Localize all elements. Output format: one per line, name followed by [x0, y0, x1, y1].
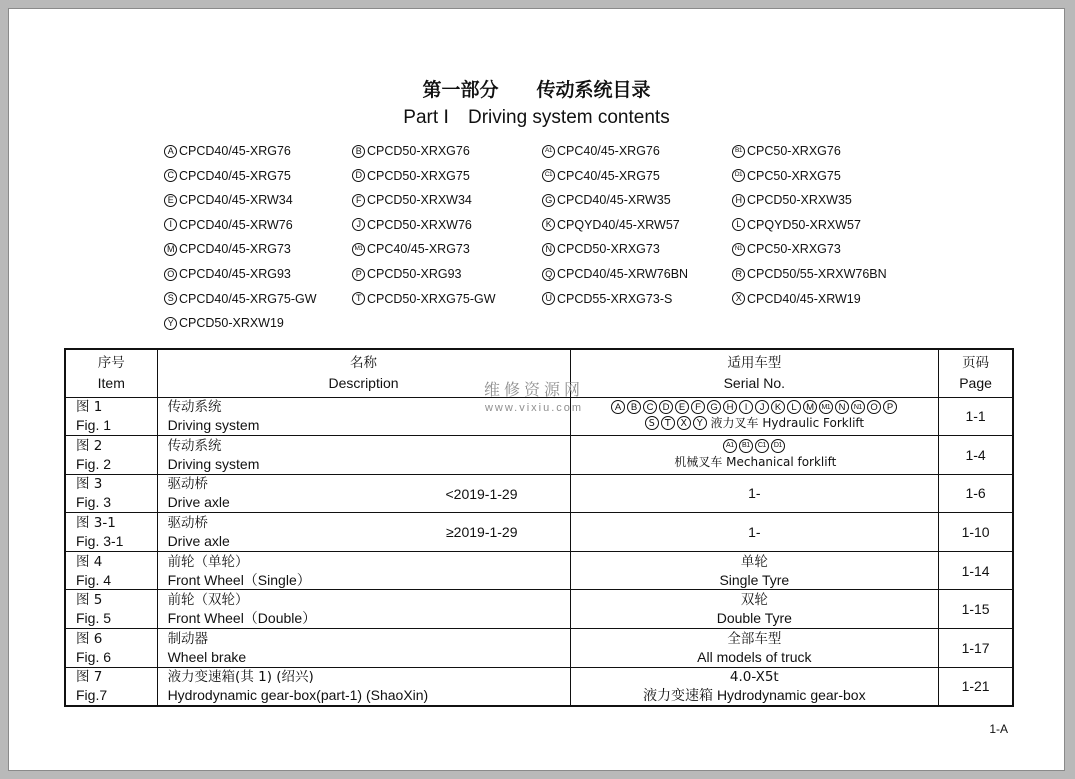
model-code [164, 316, 284, 330]
item-cell [65, 436, 157, 475]
model-code [542, 218, 680, 232]
model-code [732, 218, 861, 232]
circled-letter-badge: R [732, 268, 745, 281]
model-code [352, 292, 496, 306]
description-cell [157, 513, 570, 552]
table-row [65, 667, 1013, 706]
item-cell [65, 590, 157, 629]
page-cell: 1-14 [939, 551, 1013, 590]
serial-badges [571, 400, 939, 414]
model-code-text: CPCD50-XRXW34 [367, 193, 472, 208]
model-code-text: CPCD50-XRXW76 [367, 217, 472, 232]
item-cn: 图 6 [76, 630, 103, 647]
circled-letter-badge: A1 [542, 145, 555, 158]
circled-letter-badge: Y [164, 317, 177, 330]
circled-letter-badge: M1 [819, 400, 833, 414]
circled-letter-badge: U [542, 292, 555, 305]
item-en: Fig. 5 [76, 610, 112, 627]
model-code-text: CPQYD50-XRXW57 [747, 217, 861, 232]
item-cn: 图 3-1 [76, 515, 116, 532]
circled-letter-badge: P [883, 400, 897, 414]
serial-en: 液力变速箱 Hydrodynamic gear-box [643, 687, 866, 704]
description-cn: 前轮（单轮） [167, 553, 249, 570]
circled-letter-badge: M [164, 243, 177, 256]
page-cell: 1-10 [939, 513, 1013, 552]
item-cn: 图 5 [76, 592, 103, 609]
circled-letter-badge: B1 [732, 145, 745, 158]
circled-letter-badge: N [835, 400, 849, 414]
circled-letter-badge: S [645, 416, 659, 430]
description-cn: 驱动桥 [167, 476, 209, 493]
model-code [164, 242, 291, 256]
circled-letter-badge: B [352, 145, 365, 158]
item-cn: 图 7 [76, 669, 103, 686]
circled-letter-badge: M1 [352, 243, 365, 256]
item-en: Fig.7 [76, 687, 108, 704]
description-cell [157, 629, 570, 668]
item-cn: 图 1 [76, 399, 103, 416]
page-cell: 1-17 [939, 629, 1013, 668]
model-code-text: CPCD40/45-XRW35 [557, 193, 671, 208]
circled-letter-badge: D [659, 400, 673, 414]
circled-letter-badge: A1 [723, 439, 737, 453]
model-code-text: CPCD40/45-XRW19 [747, 291, 861, 306]
item-cn: 图 4 [76, 553, 103, 570]
table-row [65, 513, 1013, 552]
serial-en: All models of truck [697, 648, 812, 665]
item-en: Fig. 6 [76, 648, 112, 665]
table-row [65, 474, 1013, 513]
item-en: Fig. 2 [76, 455, 112, 472]
item-cell [65, 629, 157, 668]
header-desc-cn: 名称 [350, 355, 378, 372]
model-code-text: CPC40/45-XRG75 [557, 168, 660, 183]
model-code-text: CPC50-XRXG76 [747, 144, 841, 158]
page-cell: 1-4 [939, 436, 1013, 475]
model-code [164, 193, 293, 207]
model-code-text: CPC40/45-XRG76 [557, 144, 660, 158]
model-code [352, 242, 470, 256]
model-code [164, 144, 291, 158]
description-en: Front Wheel（Double） [167, 610, 317, 627]
circled-letter-badge: E [675, 400, 689, 414]
item-cell [65, 513, 157, 552]
model-code [732, 242, 841, 256]
page-cell: 1-1 [939, 397, 1013, 436]
serial-cn: 4.0-X5t [729, 669, 779, 686]
model-code-text: CPCD40/45-XRG76 [179, 144, 291, 158]
item-en: Fig. 1 [76, 417, 112, 434]
description-en: Driving system [167, 417, 260, 434]
model-code [352, 193, 472, 207]
circled-letter-badge: P [352, 268, 365, 281]
watermark-en: www.vixiu.com [484, 402, 584, 414]
circled-letter-badge: L [787, 400, 801, 414]
model-code [164, 292, 317, 306]
serial-cn: 单轮 [740, 553, 768, 570]
header-page-cn: 页码 [962, 355, 990, 372]
circled-letter-badge: I [739, 400, 753, 414]
serial-en: Single Tyre [719, 571, 790, 588]
circled-letter-badge: D [352, 169, 365, 182]
circled-letter-badge: M [803, 400, 817, 414]
circled-letter-badge: X [677, 416, 691, 430]
model-code-text: CPCD40/45-XRW76 [179, 217, 293, 232]
serial-type-text: 机械叉车 Mechanical forklift [674, 454, 837, 469]
model-code [732, 144, 841, 158]
circled-letter-badge: B [627, 400, 641, 414]
model-code-text: CPCD40/45-XRG75-GW [179, 291, 317, 306]
circled-letter-badge: A [164, 145, 177, 158]
description-en: Wheel brake [167, 648, 247, 665]
model-code [352, 169, 470, 183]
model-code-text: CPCD40/45-XRG75 [179, 168, 291, 183]
title-chinese: 第一部分 传动系统目录 [422, 79, 651, 101]
model-code-text: CPCD40/45-XRW76BN [557, 267, 689, 281]
circled-letter-badge: C1 [542, 169, 555, 182]
model-code [732, 169, 841, 183]
circled-letter-badge: K [771, 400, 785, 414]
document-page [8, 8, 1065, 771]
serial-line-2 [571, 414, 939, 432]
circled-letter-badge: Q [542, 268, 555, 281]
circled-letter-badge: O [164, 268, 177, 281]
serial-cell [570, 513, 939, 552]
circled-letter-badge: J [755, 400, 769, 414]
model-code [732, 267, 887, 281]
model-code-text: CPCD50-XRXG73 [557, 242, 660, 257]
item-cell [65, 551, 157, 590]
circled-letter-badge: I [164, 218, 177, 231]
model-code [542, 144, 660, 158]
model-code [164, 169, 291, 183]
circled-letter-badge: N [542, 243, 555, 256]
page-cell: 1-6 [939, 474, 1013, 513]
description-cell [157, 436, 570, 475]
table-row [65, 551, 1013, 590]
model-code [352, 218, 472, 232]
item-cn: 图 3 [76, 476, 103, 493]
description-cell [157, 590, 570, 629]
serial-cn: 双轮 [740, 592, 768, 609]
serial-text: 1- [748, 485, 761, 502]
model-code-text: CPCD50-XRXG75-GW [367, 291, 496, 306]
model-code [542, 267, 688, 281]
serial-cell [570, 436, 939, 475]
model-code-text: CPCD50-XRXW19 [179, 316, 284, 331]
description-en: Driving system [167, 455, 260, 472]
table-row [65, 590, 1013, 629]
model-code-text: CPCD40/45-XRW34 [179, 193, 293, 208]
serial-cell [570, 551, 939, 590]
serial-en: Double Tyre [716, 610, 792, 627]
model-code [732, 193, 852, 207]
circled-letter-badge: B1 [739, 439, 753, 453]
date-range: ≥2019-1-29 [445, 524, 518, 541]
serial-cell [570, 474, 939, 513]
watermark [449, 377, 619, 414]
header-serial-cn: 适用车型 [727, 355, 782, 372]
circled-letter-badge: O [867, 400, 881, 414]
description-cn: 传动系统 [167, 437, 222, 454]
model-code [352, 267, 461, 281]
model-code [542, 242, 660, 256]
model-code [542, 169, 660, 183]
item-cell [65, 397, 157, 436]
circled-letter-badge: J [352, 218, 365, 231]
circled-letter-badge: D1 [732, 169, 745, 182]
table-row [65, 629, 1013, 668]
description-cell [157, 551, 570, 590]
watermark-cn: 维修资源网 [483, 380, 584, 399]
circled-letter-badge: H [723, 400, 737, 414]
item-cn: 图 2 [76, 437, 103, 454]
serial-type-text: 液力叉车 Hydraulic Forklift [710, 416, 865, 431]
circled-letter-badge: G [542, 194, 555, 207]
serial-badges [571, 439, 939, 453]
item-en: Fig. 4 [76, 571, 112, 588]
model-code-text: CPCD50-XRG93 [367, 267, 462, 281]
title-english: Part Ⅰ Driving system contents [403, 107, 670, 128]
description-en: Drive axle [167, 494, 230, 511]
model-code-text: CPCD55-XRXG73-S [557, 291, 673, 306]
model-code-text: CPCD50/55-XRXW76BN [747, 267, 887, 281]
circled-letter-badge: A [611, 400, 625, 414]
footer-page-number: 1-A [989, 722, 1008, 736]
circled-letter-badge: Y [693, 416, 707, 430]
header-desc-en: Description [328, 375, 399, 392]
model-code-text: CPQYD40/45-XRW57 [557, 217, 680, 232]
model-code [164, 218, 293, 232]
description-en: Drive axle [167, 533, 230, 550]
circled-letter-badge: N1 [851, 400, 865, 414]
circled-letter-badge: T [352, 292, 365, 305]
circled-letter-badge: F [691, 400, 705, 414]
description-cell [157, 667, 570, 706]
header-item-en: Item [97, 375, 125, 392]
serial-cell [570, 629, 939, 668]
circled-letter-badge: E [164, 194, 177, 207]
header-page-en: Page [959, 375, 992, 392]
header-page [939, 349, 1013, 397]
page-cell: 1-21 [939, 667, 1013, 706]
serial-text: 1- [748, 524, 761, 541]
description-cn: 前轮（双轮） [167, 592, 249, 609]
model-code [164, 267, 291, 281]
circled-letter-badge: S [164, 292, 177, 305]
model-code-text: CPCD50-XRXW35 [747, 193, 852, 208]
model-code-text: CPCD40/45-XRG73 [179, 242, 291, 257]
description-en: Front Wheel（Single） [167, 571, 311, 588]
circled-letter-badge: X [732, 292, 745, 305]
description-cn: 制动器 [167, 630, 209, 647]
description-cell [157, 474, 570, 513]
circled-letter-badge: H [732, 194, 745, 207]
model-code-text: CPC50-XRXG73 [747, 242, 841, 257]
circled-letter-badge: C [164, 169, 177, 182]
circled-letter-badge: G [707, 400, 721, 414]
model-code-text: CPCD50-XRXG76 [367, 144, 470, 158]
header-serial-en: Serial No. [723, 375, 786, 392]
serial-cell [570, 590, 939, 629]
circled-letter-badge: K [542, 218, 555, 231]
description-cn: 驱动桥 [167, 515, 209, 532]
model-code-text: CPC50-XRXG75 [747, 168, 841, 183]
description-en: Hydrodynamic gear-box(part-1) (ShaoXin) [167, 687, 429, 704]
model-code [542, 193, 671, 207]
header-serial [570, 349, 939, 397]
serial-cell [570, 397, 939, 436]
serial-cn: 全部车型 [727, 630, 782, 647]
description-cn: 液力变速箱(其 1) (绍兴) [167, 669, 314, 686]
serial-line-2 [571, 453, 939, 471]
header-item [65, 349, 157, 397]
item-en: Fig. 3 [76, 494, 112, 511]
model-code-text: CPCD50-XRXG75 [367, 168, 470, 183]
description-cn: 传动系统 [167, 399, 222, 416]
circled-letter-badge: C [643, 400, 657, 414]
table-row [65, 436, 1013, 475]
item-en: Fig. 3-1 [76, 533, 124, 550]
circled-letter-badge: T [661, 416, 675, 430]
model-code [542, 292, 672, 306]
date-range: <2019-1-29 [445, 485, 518, 502]
circled-letter-badge: L [732, 218, 745, 231]
model-code-text: CPCD40/45-XRG93 [179, 267, 291, 281]
item-cell [65, 667, 157, 706]
header-item-cn: 序号 [97, 355, 125, 372]
serial-cell [570, 667, 939, 706]
circled-letter-badge: N1 [732, 243, 745, 256]
item-cell [65, 474, 157, 513]
model-code-text: CPC40/45-XRG73 [367, 242, 470, 257]
circled-letter-badge: C1 [755, 439, 769, 453]
circled-letter-badge: D1 [771, 439, 785, 453]
page-cell: 1-15 [939, 590, 1013, 629]
circled-letter-badge: F [352, 194, 365, 207]
model-code [352, 144, 470, 158]
model-code [732, 292, 861, 306]
